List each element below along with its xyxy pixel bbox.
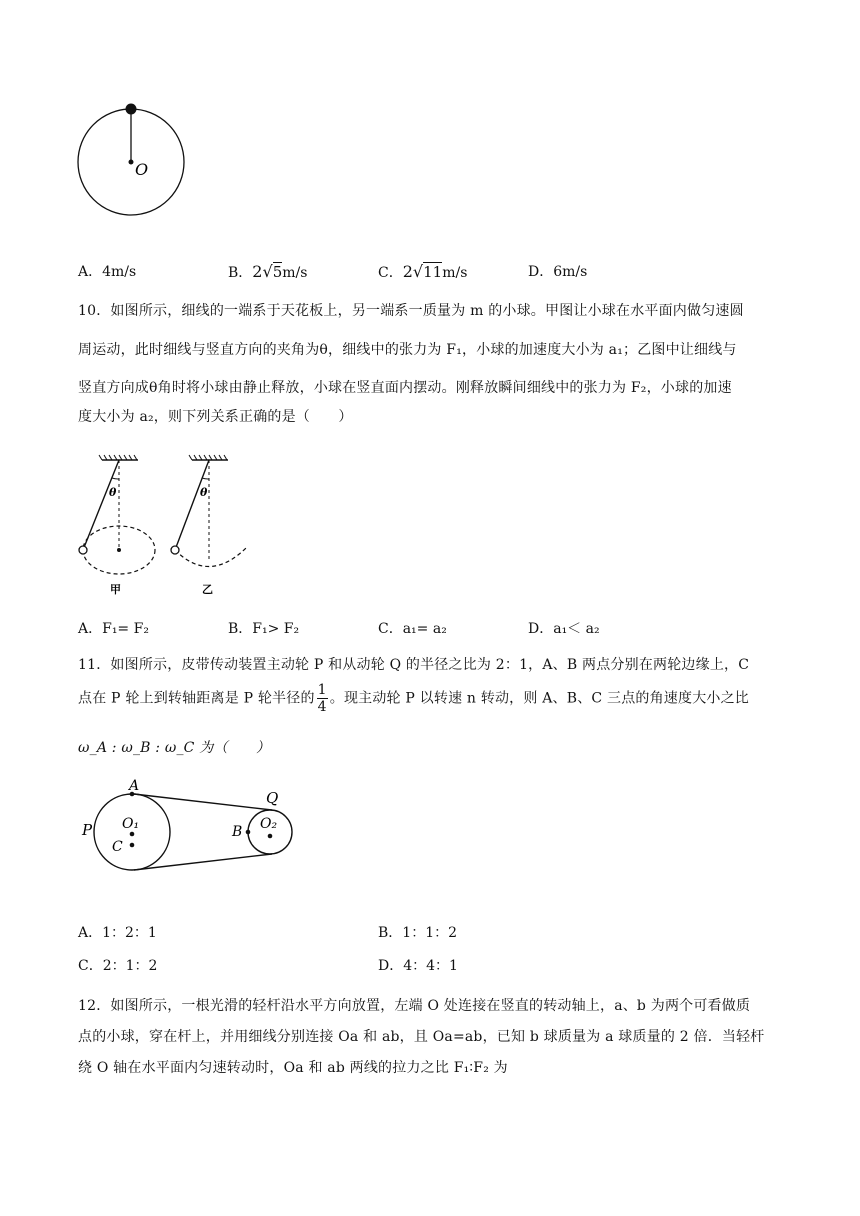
q10-line-3: 竖直方向成θ角时将小球由静止释放，小球在竖直面内摆动。刚释放瞬间细线中的张力为 F₂，小球的加速 [78, 380, 732, 396]
q9-option-c-radicand: 11 [423, 263, 443, 281]
label-jia: 甲 [110, 583, 121, 596]
arc-yi [175, 548, 246, 567]
figure-jia [79, 455, 155, 596]
label-q: Q [266, 789, 279, 807]
q11-option-d: D．4：4：1 [378, 958, 458, 974]
q12-line-3: 绕 O 轴在水平面内匀速转动时，Oa 和 ab 两线的拉力之比 F₁∶F₂ 为 [78, 1060, 508, 1076]
q9-option-c [378, 262, 467, 283]
ball [126, 104, 137, 115]
q11-option-a: A．1：2：1 [78, 925, 157, 941]
figure-q11-belt-drive [74, 778, 304, 878]
q11-line-2-pre: 点在 P 轮上到转轴距离是 P 轮半径的 [78, 690, 315, 707]
q11-line-1: 11．如图所示，皮带传动装置主动轮 P 和从动轮 Q 的半径之比为 2：1，A、B 两点分别在两轮边缘上，C [78, 657, 750, 673]
q11-line-2 [78, 682, 749, 715]
q12-line-2: 点的小球，穿在杆上，并用细线分别连接 Oa 和 ab，且 Oa=ab，已知 b 球质量为 a 球质量的 2 倍．当轻杆 [78, 1029, 765, 1045]
label-a: A [129, 778, 140, 794]
ball-jia [79, 546, 87, 554]
label-c: C [112, 839, 123, 855]
q9-option-c-prefix: C． [378, 265, 403, 281]
fraction-denominator: 4 [317, 699, 327, 715]
q9-option-b-prefix: B． [228, 265, 253, 281]
point-o2 [268, 834, 273, 839]
q9-option-c-unit: m/s [442, 265, 468, 281]
q9-option-b-coef: 2 [252, 262, 263, 281]
q10-line-4: 度大小为 a₂，则下列关系正确的是（ ） [78, 409, 353, 425]
fraction-one-quarter [317, 682, 328, 715]
q10-option-b: B．F₁> F₂ [228, 621, 300, 637]
label-o2: O₂ [260, 816, 278, 832]
q12-line-1: 12．如图所示，一根光滑的轻杆沿水平方向放置，左端 O 处连接在竖直的转动轴上，a、b 为两个可看做质 [78, 998, 751, 1014]
figure-q9-circle [70, 96, 200, 226]
theta-label-yi: θ [200, 486, 208, 499]
center-label: O [135, 160, 149, 179]
q10-line-1: 10．如图所示，细线的一端系于天花板上，另一端系一质量为 m 的小球。甲图让小球在水平面内做匀速圆 [78, 303, 744, 319]
q11-line-2-post: 。现主动轮 P 以转速 n 转动，则 A、B、C 三点的角速度大小之比 [329, 690, 749, 707]
point-c [130, 843, 135, 848]
q9-option-a: A．4m/s [78, 264, 137, 280]
figure-q10-pendulums [74, 452, 264, 602]
q11-line-3: ω_A : ω_B : ω_C 为（ ） [78, 740, 271, 756]
string-jia [83, 460, 119, 550]
center-dot [129, 160, 134, 165]
label-yi: 乙 [202, 583, 213, 596]
q10-option-a: A．F₁= F₂ [78, 621, 149, 637]
sqrt-symbol: √ [412, 262, 424, 281]
center-dot-jia [117, 548, 121, 552]
q11-option-b: B．1：1：2 [378, 925, 458, 941]
point-b [246, 830, 251, 835]
ball-yi [171, 546, 179, 554]
label-b: B [232, 824, 243, 840]
q9-option-b-radicand: 5 [272, 263, 283, 281]
q9-option-b-unit: m/s [282, 265, 308, 281]
string-yi [175, 460, 209, 550]
point-o1 [130, 832, 135, 837]
q9-option-c-coef: 2 [402, 262, 413, 281]
sqrt-symbol: √ [262, 262, 273, 281]
label-o1: O₁ [122, 816, 140, 832]
q9-option-b [228, 262, 307, 283]
q9-option-d: D．6m/s [528, 264, 588, 280]
theta-label-jia: θ [109, 486, 117, 499]
figure-yi [171, 455, 246, 596]
q10-option-d: D．a₁＜ a₂ [528, 621, 600, 637]
q11-option-c: C．2：1：2 [78, 958, 158, 974]
q10-line-2: 周运动，此时细线与竖直方向的夹角为θ，细线中的张力为 F₁，小球的加速度大小为 a₁；乙图中让细线与 [78, 342, 737, 358]
q10-option-c: C．a₁= a₂ [378, 621, 447, 637]
fraction-numerator: 1 [317, 682, 327, 698]
label-p: P [82, 821, 93, 839]
